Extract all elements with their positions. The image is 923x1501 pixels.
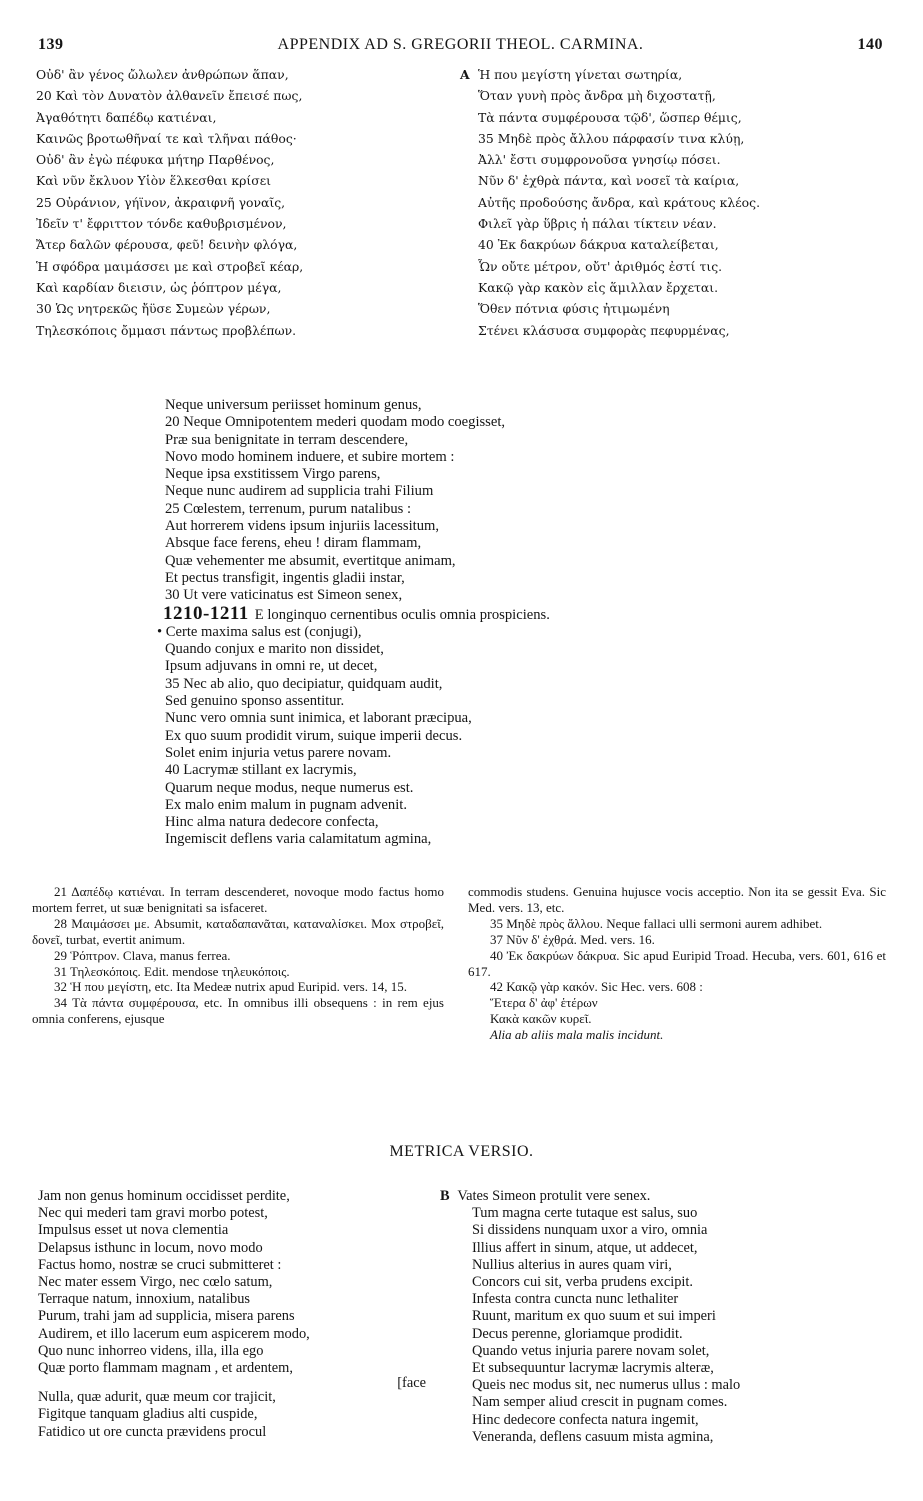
latin-line: Præ sua benignitate in terram descendere, xyxy=(165,431,409,448)
running-header xyxy=(38,36,883,58)
greek-line: Οὐδ' ἂν ἐγὼ πέφυκα μήτηρ Παρθένος, xyxy=(36,152,275,168)
latin-line: Ipsum adjuvans in omni re, ut decet, xyxy=(165,658,378,675)
verse-line: Hinc dedecore confecta natura ingemit, xyxy=(472,1411,699,1428)
verse-line: Quæ porto flammam magnam , et ardentem, xyxy=(38,1360,293,1377)
greek-line: 30 Ὡς νητρεκῶς ἤϋσε Συμεὼν γέρων, xyxy=(36,301,271,317)
greek-line: Οὐδ' ἂν γένος ὤλωλεν ἀνθρώπων ἅπαν, xyxy=(36,67,289,82)
verse-line: Queis nec modus sit, nec numerus ullus : malo xyxy=(472,1377,741,1394)
verse-line: Impulsus esset ut nova clementia xyxy=(38,1222,229,1239)
verse-line: Nulla, quæ adurit, quæ meum cor trajicit, xyxy=(38,1389,276,1406)
verse-line: Concors cui sit, verba prudens excipit. xyxy=(472,1274,694,1291)
verse-line: Audirem, et illo lacerum eum aspicerem modo, xyxy=(38,1325,310,1342)
latin-line: Novo modo hominem induere, et subire mortem : xyxy=(165,448,455,465)
column-number: 1210-1211 xyxy=(163,602,249,624)
verse-line: Nec mater essem Virgo, nec cœlo satum, xyxy=(38,1274,273,1291)
latin-line: E longinquo cernentibus oculis omnia prospiciens. xyxy=(254,606,550,623)
verse-line: Illius affert in sinum, atque, ut addecet, xyxy=(472,1239,698,1256)
quoted-verse: Κακὰ κακῶν κυρεῖ. xyxy=(490,1011,592,1027)
verse-line: Quando vetus injuria parere novam solet, xyxy=(472,1342,710,1359)
latin-line: Quæ vehementer me absumit, evertitque animam, xyxy=(165,552,456,569)
column-marker: B xyxy=(440,1188,450,1204)
verse-line: Figitque tanquam gladius alti cuspide, xyxy=(38,1406,258,1423)
greek-line: Στένει κλάσυσα συμφορὰς πεφυρμένας, xyxy=(478,322,730,338)
greek-line: 40 Ἐκ δακρύων δάκρυα καταλείβεται, xyxy=(478,237,719,253)
verse-turnover: [face xyxy=(397,1375,426,1392)
verse-line: Veneranda, deflens casuum mista agmina, xyxy=(472,1428,714,1445)
latin-line: Nunc vero omnia sunt inimica, et laborant præcipua, xyxy=(165,710,472,727)
greek-line: Ἡ σφόδρα μαιμάσσει με καὶ στροβεῖ κέαρ, xyxy=(36,258,304,274)
latin-line: 40 Lacrymæ stillant ex lacrymis, xyxy=(165,762,357,779)
greek-line: 35 Μηδὲ πρὸς ἄλλου πάρφασίν τινα κλύῃ, xyxy=(478,130,745,146)
greek-line: Νῦν δ' ἐχθρὰ πάντα, καὶ νοσεῖ τὰ καίρια, xyxy=(478,173,740,189)
verse-line: Si dissidens nunquam uxor a viro, omnia xyxy=(472,1222,708,1239)
latin-line: Neque universum periisset hominum genus, xyxy=(165,397,422,413)
greek-line: Καὶ νῦν ἔκλυον Υἱὸν ἕλκεσθαι κρίσει xyxy=(36,173,272,189)
footnote: 35 Μηδὲ πρὸς ἄλλου. Neque fallaci ulli sermoni aurem adhibet. xyxy=(490,915,823,931)
latin-line: Hinc alma natura dedecore confecta, xyxy=(165,814,379,831)
verse-line: Ruunt, maritum ex quo suum et sui imperi xyxy=(472,1308,716,1325)
greek-line: Τηλεσκόποις ὄμμασι πάντως προβλέπων. xyxy=(36,322,297,338)
latin-line: • Certe maxima salus est (conjugi), xyxy=(157,623,362,640)
greek-line: Ἡ που μεγίστη γίνεται σωτηρία, xyxy=(477,67,683,82)
greek-line: Καινῶς βροτωθῆναί τε καὶ τλῆναι πάθος· xyxy=(36,130,297,146)
latin-line: 25 Cœlestem, terrenum, purum natalibus : xyxy=(165,500,412,517)
quoted-verse: Ἕτερα δ' ἀφ' ἑτέρων xyxy=(490,995,598,1011)
right-page-number: 140 xyxy=(857,36,883,53)
greek-line: Ἰδεῖν τ' ἔφριττον τόνδε καθυβρισμένον, xyxy=(36,216,287,232)
verse-line: Vates Simeon protulit vere senex. xyxy=(457,1188,651,1204)
verse-line: Decus perenne, gloriamque prodidit. xyxy=(472,1325,683,1342)
latin-line: Neque ipsa exstitissem Virgo parens, xyxy=(165,466,381,483)
greek-line: 20 Καὶ τὸν Δυνατὸν ἀλθανεῖν ἔπεισέ πως, xyxy=(36,88,303,104)
latin-line: Ex malo enim malum in pugnam advenit. xyxy=(165,796,407,813)
column-marker: A xyxy=(460,67,470,82)
greek-text-left-column xyxy=(36,64,456,341)
notes-right-column xyxy=(468,884,886,1043)
notes-left-column xyxy=(32,884,444,1027)
latin-line: Et pectus transfigit, ingentis gladii instar, xyxy=(165,569,405,586)
greek-line: Ἀγαθότητι δαπέδῳ κατιέναι, xyxy=(36,109,217,125)
section-title: METRICA VERSIO. xyxy=(389,1143,534,1160)
verse-line: Terraque natum, innoxium, natalibus xyxy=(38,1291,251,1308)
verse-line: Quo nunc inhorreo videns, illa, illa ego xyxy=(38,1342,264,1359)
metrical-version-left xyxy=(38,1188,448,1441)
metrical-version-right xyxy=(440,1188,890,1446)
footnote: 42 Κακῷ γὰρ κακόν. Sic Hec. vers. 608 : xyxy=(490,979,703,995)
verse-line: Tum magna certe tutaque est salus, suo xyxy=(472,1205,698,1222)
latin-line: Aut horrerem videns ipsum injuriis lacessitum, xyxy=(165,518,439,535)
verse-line: Infesta contra cuncta nunc lethaliter xyxy=(472,1291,679,1308)
latin-line: 30 Ut vere vaticinatus est Simeon senex, xyxy=(165,587,403,604)
latin-line: Sed genuino sponso assentitur. xyxy=(165,693,345,710)
verse-line: Jam non genus hominum occidisset perdite, xyxy=(38,1188,290,1204)
latin-line: Quarum neque modus, neque numerus est. xyxy=(165,779,414,796)
latin-line: 20 Neque Omnipotentem mederi quodam modo coegisset, xyxy=(165,414,506,431)
footnote: 32 Ἡ που μεγίστη, etc. Ita Medeæ nutrix apud Euripid. vers. 14, 15. xyxy=(54,979,407,995)
latin-line: 35 Nec ab alio, quo decipiatur, quidquam audit, xyxy=(165,675,443,692)
greek-line: Ὧν οὔτε μέτρον, οὔτ' ἀριθμός ἐστί τις. xyxy=(478,258,723,274)
latin-translation xyxy=(157,397,785,849)
latin-line: Quando conjux e marito non dissidet, xyxy=(165,641,384,658)
latin-line: Solet enim injuria vetus parere novam. xyxy=(165,744,392,761)
verse-line: Et subsequuntur lacrymæ lacrymis alteræ, xyxy=(472,1360,714,1377)
greek-line: Ἄτερ δαλῶν φέρουσα, φεῦ! δεινὴν φλόγα, xyxy=(36,237,298,253)
greek-line: Ὅταν γυνὴ πρὸς ἄνδρα μὴ διχοστατῇ, xyxy=(478,88,716,104)
verse-line: Factus homo, nostræ se cruci submitteret : xyxy=(38,1256,282,1273)
latin-line: Absque face ferens, eheu ! diram flammam, xyxy=(165,535,422,552)
greek-line: Τὰ πάντα συμφέρουσα τῷδ', ὥσπερ θέμις, xyxy=(478,109,742,125)
verse-line: Nam semper aliud crescit in pugnam comes. xyxy=(472,1394,728,1411)
latin-line: Ex quo suum prodidit virum, suique imperii decus. xyxy=(165,727,463,744)
latin-line: Neque nunc audirem ad supplicia trahi Filium xyxy=(165,483,434,500)
footnote: 29 Ῥόπτρον. Clava, manus ferrea. xyxy=(54,947,231,963)
verse-line: Purum, trahi jam ad supplicia, misera parens xyxy=(38,1308,295,1325)
verse-line: Delapsus isthunc in locum, novo modo xyxy=(38,1239,263,1256)
footnote: 37 Νῦν δ' ἐχθρά. Med. vers. 16. xyxy=(490,931,655,947)
footnote: 21 Δαπέδῳ κατιέναι. In terram descenderet, novoque modo factus homo mortem ferret, ut suæ benignitati sa isfaceret. xyxy=(32,884,444,915)
footnote: 40 Ἐκ δακρύων δάκρυα. Sic apud Euripid Troad. Hecuba, vers. 601, 616 et 617. xyxy=(468,947,886,979)
verse-line: Nec qui mederi tam gravi morbo potest, xyxy=(38,1205,268,1222)
quoted-translation: Alia ab aliis mala malis incidunt. xyxy=(490,1027,664,1043)
greek-line: Καὶ καρδίαν διεισιν, ὡς ῥόπτρον μέγα, xyxy=(36,279,282,295)
footnote: 31 Τηλεσκόποις. Edit. mendose τηλευκόποις. xyxy=(54,963,290,979)
greek-line: Ὅθεν πότνια φύσις ἠτιμωμένη xyxy=(478,301,670,317)
greek-text-right-column xyxy=(460,64,890,341)
greek-line: 25 Οὐράνιον, γήϊνον, ἀκραιφνῆ γοναῖς, xyxy=(36,194,286,210)
latin-line: Ingemiscit deflens varia calamitatum agmina, xyxy=(165,831,432,848)
running-title: APPENDIX AD S. GREGORII THEOL. CARMINA. xyxy=(277,36,644,53)
greek-line: Κακῷ γὰρ κακὸν εἰς ἅμιλλαν ἔρχεται. xyxy=(478,279,719,295)
greek-line: Ἀλλ' ἔστι συμφρονοῦσα γνησίῳ πόσει. xyxy=(478,152,721,168)
verse-line: Nullius alterius in aures quam viri, xyxy=(472,1256,672,1273)
footnote: commodis studens. Genuina hujusce vocis acceptio. Non ita se gessit Eva. Sic Med. vers. 13, etc. xyxy=(468,884,886,915)
footnote: 28 Μαιμάσσει με. Absumit, καταδαπανᾶται, καταναλίσκει. Mox στροβεῖ, δονεῖ, turbat, evertit animum. xyxy=(32,915,444,947)
footnote: 34 Τὰ πάντα συμφέρουσα, etc. In omnibus illi obsequens : in rem ejus omnia conferens, ejusque xyxy=(32,995,444,1027)
greek-line: Αὐτῆς προδούσης ἄνδρα, καὶ κράτους κλέος. xyxy=(478,194,761,210)
left-page-number: 139 xyxy=(38,36,64,53)
greek-line: Φιλεῖ γὰρ ὕβρις ἡ πάλαι τίκτειν νέαν. xyxy=(478,216,717,232)
verse-line: Fatidico ut ore cuncta prævidens procul xyxy=(38,1423,267,1440)
